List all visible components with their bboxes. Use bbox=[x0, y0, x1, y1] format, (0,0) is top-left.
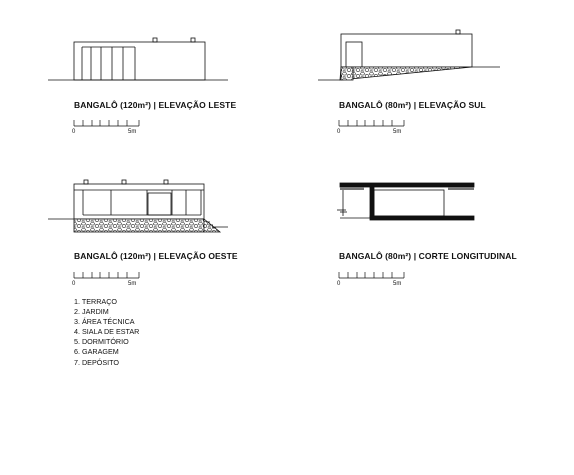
title-elevation-south: BANGALÔ (80m²) | ELEVAÇÃO SUL bbox=[339, 100, 486, 110]
scale-bar-1 bbox=[74, 120, 139, 126]
scale-bar-3 bbox=[74, 272, 139, 278]
scale-end-label: 5m bbox=[393, 281, 402, 287]
scale-start-label: 0 bbox=[72, 281, 76, 287]
elevation-south-drawing bbox=[318, 30, 500, 80]
scale-end-label: 5m bbox=[393, 129, 402, 135]
scale-start-label: 0 bbox=[72, 129, 76, 135]
scale-bar-2 bbox=[339, 120, 404, 126]
scale-end-label: 5m bbox=[128, 129, 137, 135]
elevation-west-drawing bbox=[48, 180, 228, 232]
legend-item: 3. ÁREA TÉCNICA bbox=[74, 317, 135, 327]
scale-bar-4 bbox=[339, 272, 404, 278]
title-elevation-east: BANGALÔ (120m²) | ELEVAÇÃO LESTE bbox=[74, 100, 237, 110]
title-elevation-west: BANGALÔ (120m²) | ELEVAÇÃO OESTE bbox=[74, 251, 238, 261]
legend-item: 2. JARDIM bbox=[74, 307, 109, 317]
title-longitudinal-section: BANGALÔ (80m²) | CORTE LONGITUDINAL bbox=[339, 251, 517, 261]
legend-item: 1. TERRAÇO bbox=[74, 297, 118, 306]
legend-item: 6. GARAGEM bbox=[74, 347, 119, 357]
scale-start-label: 0 bbox=[337, 281, 341, 287]
elevation-east-drawing bbox=[48, 38, 228, 80]
scale-start-label: 0 bbox=[337, 129, 341, 135]
room-legend bbox=[74, 297, 139, 368]
longitudinal-section-drawing bbox=[337, 183, 474, 220]
legend-item: 7. DEPÓSITO bbox=[74, 357, 120, 367]
scale-end-label: 5m bbox=[128, 281, 137, 287]
legend-item: 4. SIALA DE ESTAR bbox=[74, 327, 140, 337]
legend-item: 5. DORMITÓRIO bbox=[74, 337, 129, 347]
